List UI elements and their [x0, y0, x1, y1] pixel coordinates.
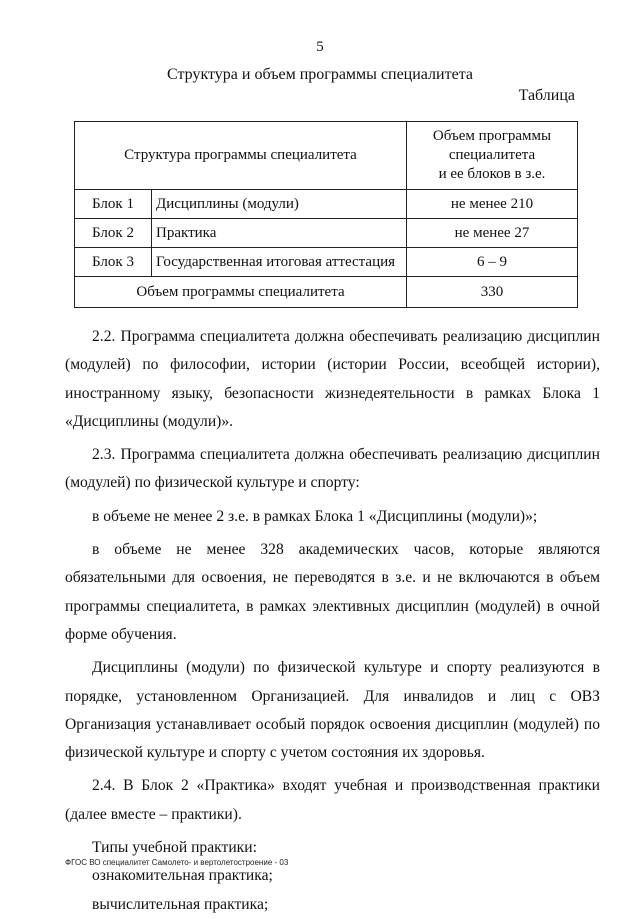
table-header-row [75, 122, 578, 190]
document-title: Структура и объем программы специалитета [167, 66, 473, 83]
table-total-row [75, 277, 578, 308]
header-volume-line: Объем программы [432, 128, 552, 144]
block-name-cell: Государственная итоговая аттестация [152, 248, 407, 277]
block-cell: Блок 2 [75, 219, 152, 248]
header-structure-cell: Структура программы специалитета [75, 122, 407, 190]
paragraph: в объеме не менее 328 академических часов, которые являются обязательными для освоения, не переводятся в з.е. и не включаются в объем программы специалитета, в рамках элективных дисциплин (модулей) в очной форме обучения. [65, 541, 600, 643]
block-value-cell: не менее 27 [407, 219, 578, 248]
block-value-cell: не менее 210 [407, 190, 578, 219]
total-label-cell: Объем программы специалитета [75, 277, 407, 308]
table-row [75, 190, 578, 219]
paragraph: 2.4. В Блок 2 «Практика» входят учебная и производственная практики (далее вместе – практики). [65, 777, 600, 823]
program-structure-table [74, 121, 578, 308]
table-row [75, 219, 578, 248]
table-row [75, 248, 578, 277]
block-cell: Блок 3 [75, 248, 152, 277]
header-volume-cell [407, 122, 578, 190]
paragraph: ознакомительная практика; [92, 867, 273, 885]
block-name-cell: Дисциплины (модули) [152, 190, 407, 219]
footer-text: ФГОС ВО специалитет Самолето- и вертолетостроение - 03 [65, 858, 289, 867]
body-text [65, 323, 600, 919]
table-label: Таблица [518, 87, 575, 104]
header-volume-line: специалитета [448, 147, 536, 163]
header-volume-line: и ее блоков в з.е. [438, 166, 546, 182]
total-value-cell: 330 [407, 277, 578, 308]
block-name-cell: Практика [152, 219, 407, 248]
paragraph: 2.2. Программа специалитета должна обеспечивать реализацию дисциплин (модулей) по философии, истории (истории России, всеобщей истории), иностранному языку, безопасности жизнедеятельности в рамках Блока 1 «Дисциплины (модули)». [65, 328, 600, 430]
block-value-cell: 6 – 9 [407, 248, 578, 277]
paragraph: Дисциплины (модули) по физической культуре и спорту реализуются в порядке, установленном Организацией. Для инвалидов и лиц с ОВЗ Организация устанавливает особый порядок освоения дисциплин (модулей) по физической культуре и спорту с учетом состояния их здоровья. [65, 659, 600, 762]
page-number: 5 [316, 39, 324, 55]
paragraph: в объеме не менее 2 з.е. в рамках Блока 1 «Дисциплины (модули)»; [92, 507, 538, 525]
paragraph: 2.3. Программа специалитета должна обеспечивать реализацию дисциплин (модулей) по физической культуре и спорту: [65, 446, 600, 492]
block-cell: Блок 1 [75, 190, 152, 219]
paragraph: вычислительная практика; [92, 895, 269, 913]
paragraph: Типы учебной практики: [92, 839, 257, 857]
